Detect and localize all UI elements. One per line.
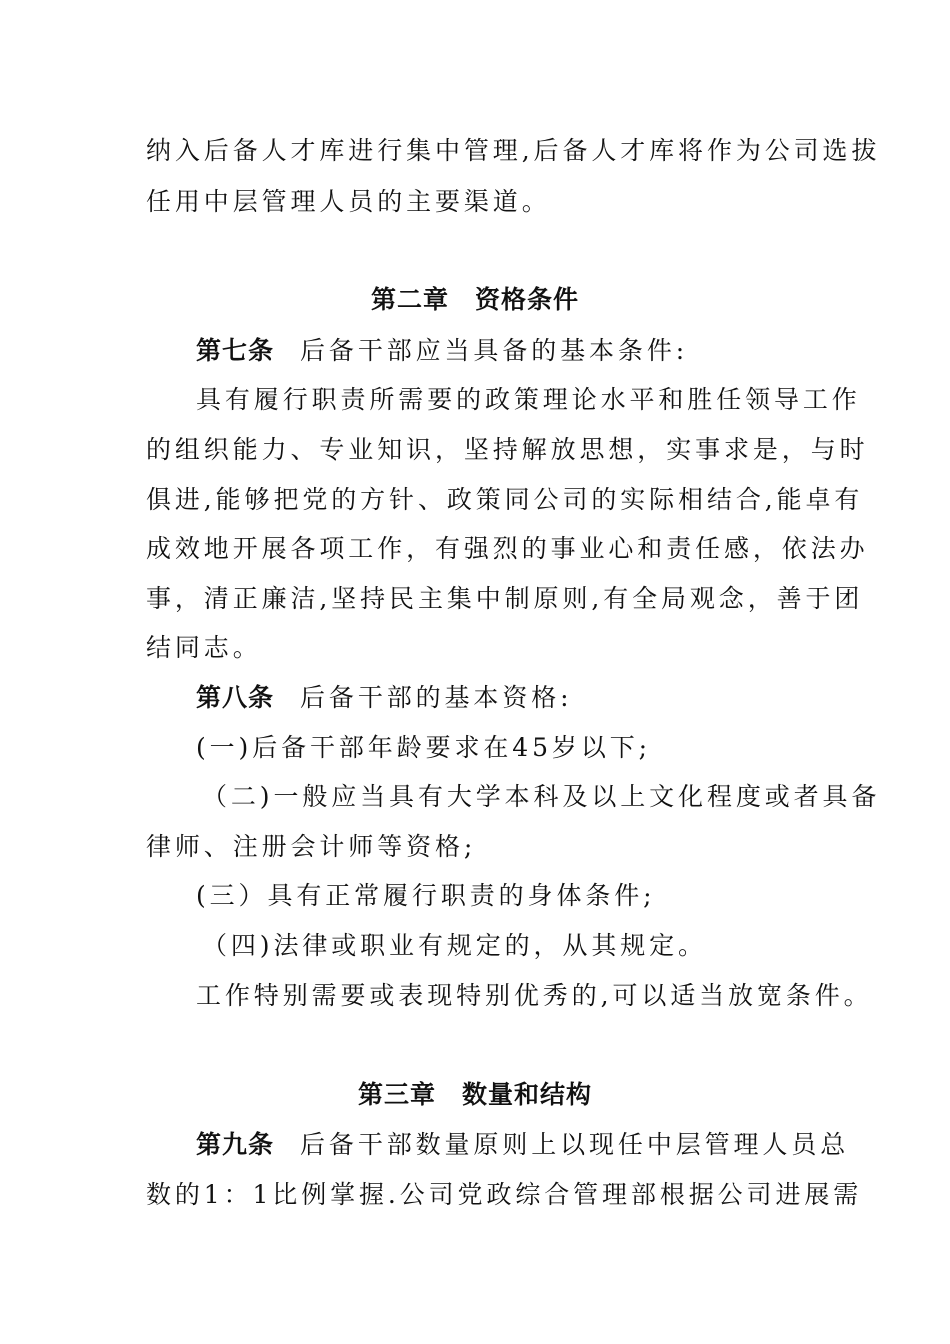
article-9-label: 第九条 xyxy=(196,1130,275,1159)
article-7-line-3: 俱进,能够把党的方针、政策同公司的实际相结合,能卓有 xyxy=(146,485,864,514)
article-8-item-1: (一)后备干部年龄要求在45岁以下; xyxy=(196,733,651,762)
article-7-line-4: 成效地开展各项工作，有强烈的事业心和责任感，依法办 xyxy=(146,534,869,563)
article-8-note: 工作特别需要或表现特别优秀的,可以适当放宽条件。 xyxy=(196,981,873,1010)
article-7-label: 第七条 xyxy=(196,336,275,365)
article-8-item-2-line-2: 律师、注册会计师等资格; xyxy=(146,832,477,861)
intro-line-1: 纳入后备人才库进行集中管理,后备人才库将作为公司选拔 xyxy=(146,136,881,165)
article-7-line-5: 事，清正廉洁,坚持民主集中制原则,有全局观念，善于团 xyxy=(146,584,864,613)
article-8-item-3: (三）具有正常履行职责的身体条件; xyxy=(196,881,656,910)
article-9-heading xyxy=(196,1128,850,1162)
article-7-line-1: 具有履行职责所需要的政策理论水平和胜任领导工作 xyxy=(196,385,861,414)
article-8-item-4: （四)法律或职业有规定的，从其规定。 xyxy=(202,931,707,960)
article-7-line-6: 结同志。 xyxy=(146,633,262,662)
article-9-line-2: 数的1：1比例掌握.公司党政综合管理部根据公司进展需 xyxy=(146,1180,863,1209)
chapter-2-heading: 第二章 资格条件 xyxy=(370,285,579,314)
article-8-label: 第八条 xyxy=(196,683,275,712)
chapter-3-heading: 第三章 数量和结构 xyxy=(357,1080,592,1109)
intro-line-2: 任用中层管理人员的主要渠道。 xyxy=(146,187,551,216)
article-8-text: 后备干部的基本资格: xyxy=(300,683,573,712)
article-9-text: 后备干部数量原则上以现任中层管理人员总 xyxy=(300,1130,850,1159)
article-7-heading xyxy=(196,334,806,368)
article-8-heading xyxy=(196,681,806,715)
article-8-item-2-line-1: （二)一般应当具有大学本科及以上文化程度或者具备 xyxy=(202,782,881,811)
article-7-text: 后备干部应当具备的基本条件: xyxy=(300,336,689,365)
article-7-line-2: 的组织能力、专业知识，坚持解放思想，实事求是，与时 xyxy=(146,435,869,464)
